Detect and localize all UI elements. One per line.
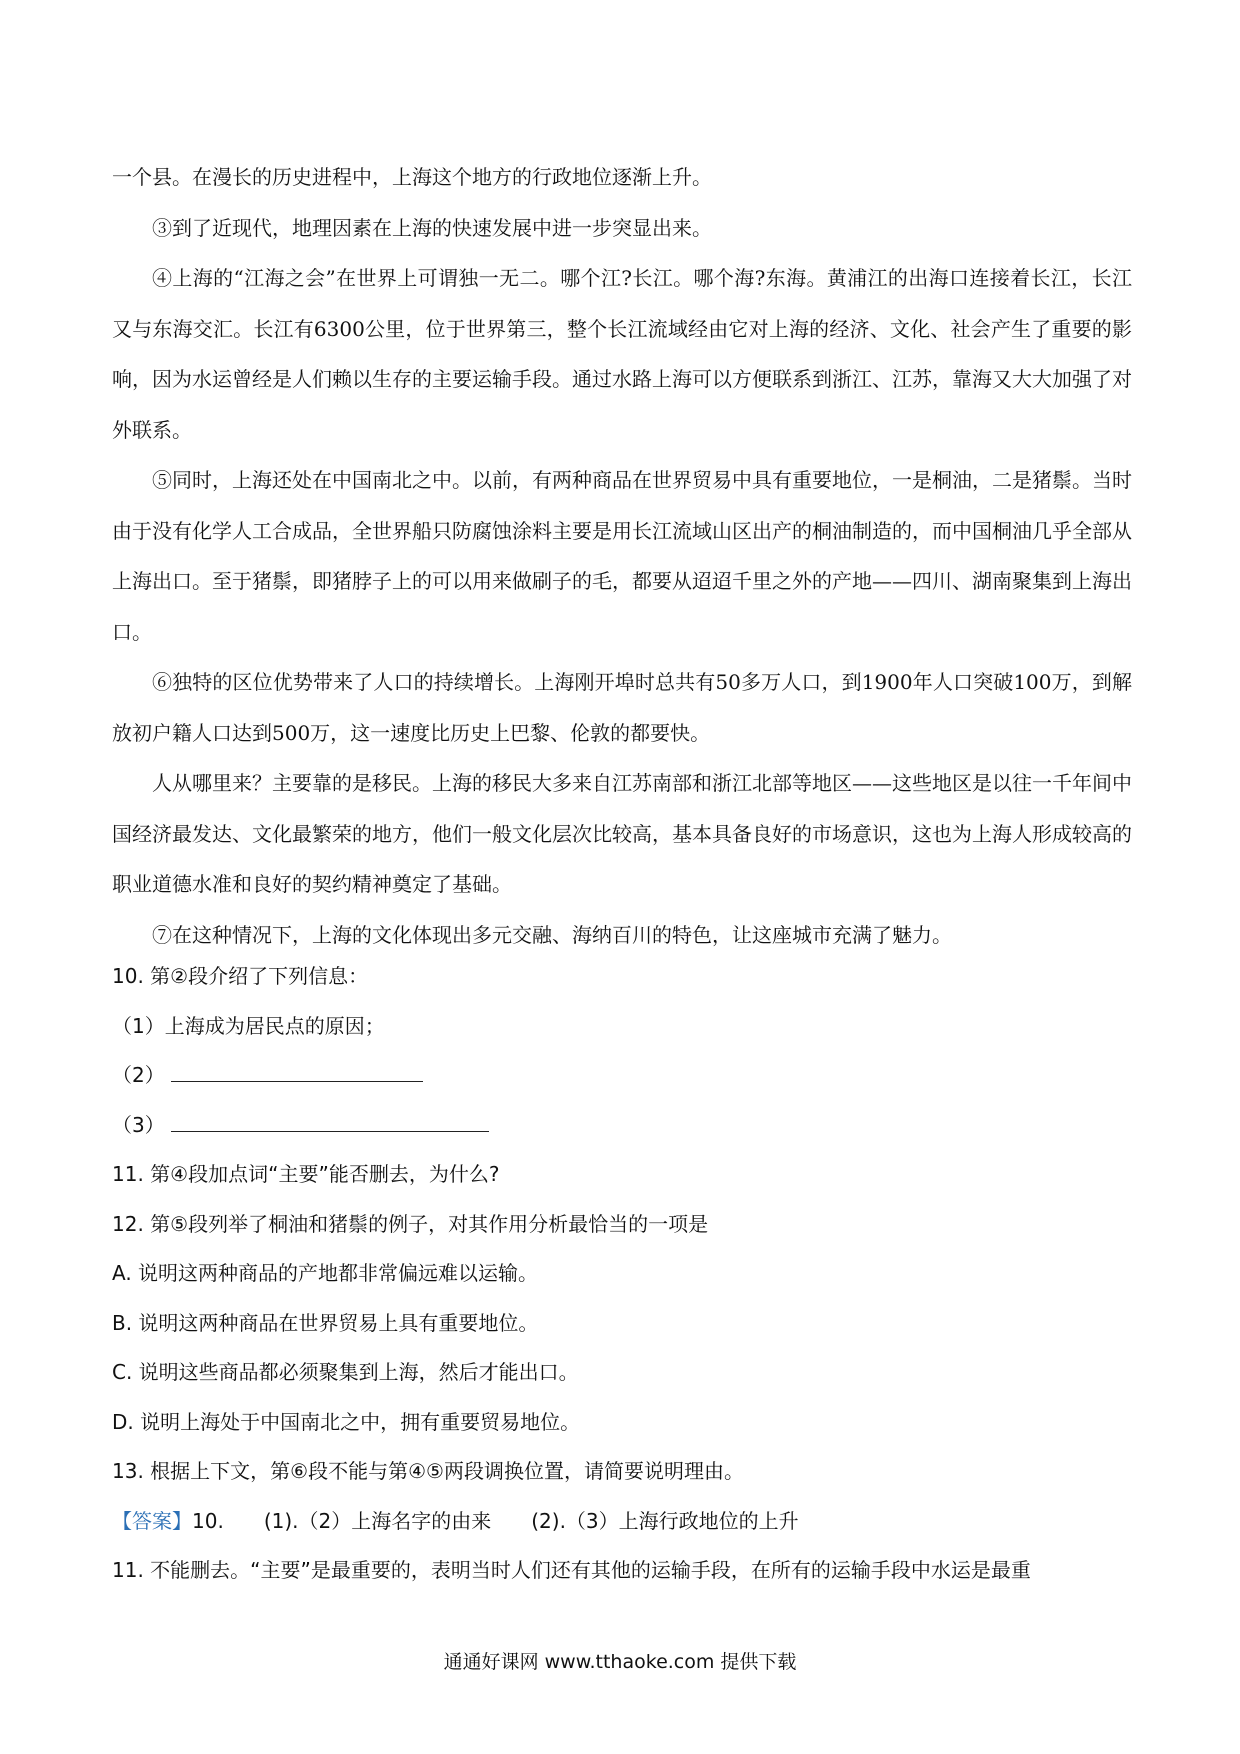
answer-1-text: （2）上海名字的由来 (298, 1508, 492, 1533)
paragraph-2-continuation: 一个县。在漫长的历史进程中，上海这个地方的行政地位逐渐上升。 (112, 165, 712, 189)
answer-11-line: 11. 不能删去。“主要”是最重要的，表明当时人们还有其他的运输手段，在所有的运输手段中水运是最重 (112, 1558, 1031, 1582)
question-12: 12. 第⑤段列举了桐油和猪鬃的例子，对其作用分析最恰当的一项是 (112, 1211, 709, 1236)
question-13: 13. 根据上下文，第⑥段不能与第④⑤两段调换位置，请简要说明理由。 (112, 1459, 744, 1483)
option-d: D. 说明上海处于中国南北之中，拥有重要贸易地位。 (112, 1409, 581, 1434)
answer-1-label: (1). (263, 1508, 299, 1533)
item-2-label: （2） (112, 1063, 165, 1087)
question-section (112, 952, 1132, 1596)
paragraph-3: ③到了近现代，地理因素在上海的快速发展中进一步突显出来。 (152, 215, 712, 240)
option-a: A. 说明这两种商品的产地都非常偏远难以运输。 (112, 1261, 539, 1285)
page-footer: 通通好课网 www.tthaoke.com 提供下载 (443, 1651, 797, 1673)
option-b: B. 说明这两种商品在世界贸易上具有重要地位。 (112, 1310, 539, 1335)
question-10: 10. 第②段介绍了下列信息： (112, 964, 369, 988)
paragraph-7: ⑦在这种情况下，上海的文化体现出多元交融、海纳百川的特色，让这座城市充满了魅力。 (152, 922, 952, 947)
question-10-item-2 (112, 1051, 1132, 1101)
paragraph-4: ④上海的“江海之会”在世界上可谓独一无二。哪个江?长江。哪个海?东海。黄浦江的出海口连接着长江，长江又与东海交汇。长江有6300公里，位于世界第三，整个长江流域经由它对上海的经济、文化、社会产生了重要的影响，因为水运曾经是人们赖以生存的主要运输手段。通过水路上海可以方便联系到浙江、江苏，靠海又大大加强了对外联系。 (112, 266, 1132, 442)
option-c: C. 说明这些商品都必须聚集到上海，然后才能出口。 (112, 1360, 579, 1384)
answer-2-text: （3）上海行政地位的上升 (565, 1508, 799, 1533)
question-10-item-3 (112, 1101, 1132, 1151)
answer-10-line (112, 1497, 1132, 1547)
answer-tag: 【答案】 (112, 1508, 192, 1533)
answer-number: 10. (192, 1508, 224, 1533)
answer-blank-3[interactable] (171, 1109, 489, 1132)
paragraph-6: ⑥独特的区位优势带来了人口的持续增长。上海刚开埠时总共有50多万人口，到1900年人口突破100万，到解放初户籍人口达到500万，这一速度比历史上巴黎、伦敦的都要快。 (112, 670, 1132, 745)
answer-2-label: (2). (531, 1508, 566, 1533)
question-11: 11. 第④段加点词“主要”能否删去，为什么? (112, 1162, 500, 1186)
paragraph-6-continued: 人从哪里来？主要靠的是移民。上海的移民大多来自江苏南部和浙江北部等地区——这些地区是以往一千年间中国经济最发达、文化最繁荣的地方，他们一般文化层次比较高，基本具备良好的市场意识，这也为上海人形成较高的职业道德水准和良好的契约精神奠定了基础。 (112, 771, 1132, 896)
answer-blank-2[interactable] (171, 1059, 423, 1082)
question-10-item-1: （1）上海成为居民点的原因； (112, 1013, 385, 1038)
item-3-label: （3） (112, 1112, 165, 1137)
reading-passage (112, 152, 1132, 960)
paragraph-5: ⑤同时，上海还处在中国南北之中。以前，有两种商品在世界贸易中具有重要地位，一是桐油，二是猪鬃。当时由于没有化学人工合成品，全世界船只防腐蚀涂料主要是用长江流域山区出产的桐油制造的，而中国桐油几乎全部从上海出口。至于猪鬃，即猪脖子上的可以用来做刷子的毛，都要从迢迢千里之外的产地——四川、湖南聚集到上海出口。 (112, 468, 1132, 644)
